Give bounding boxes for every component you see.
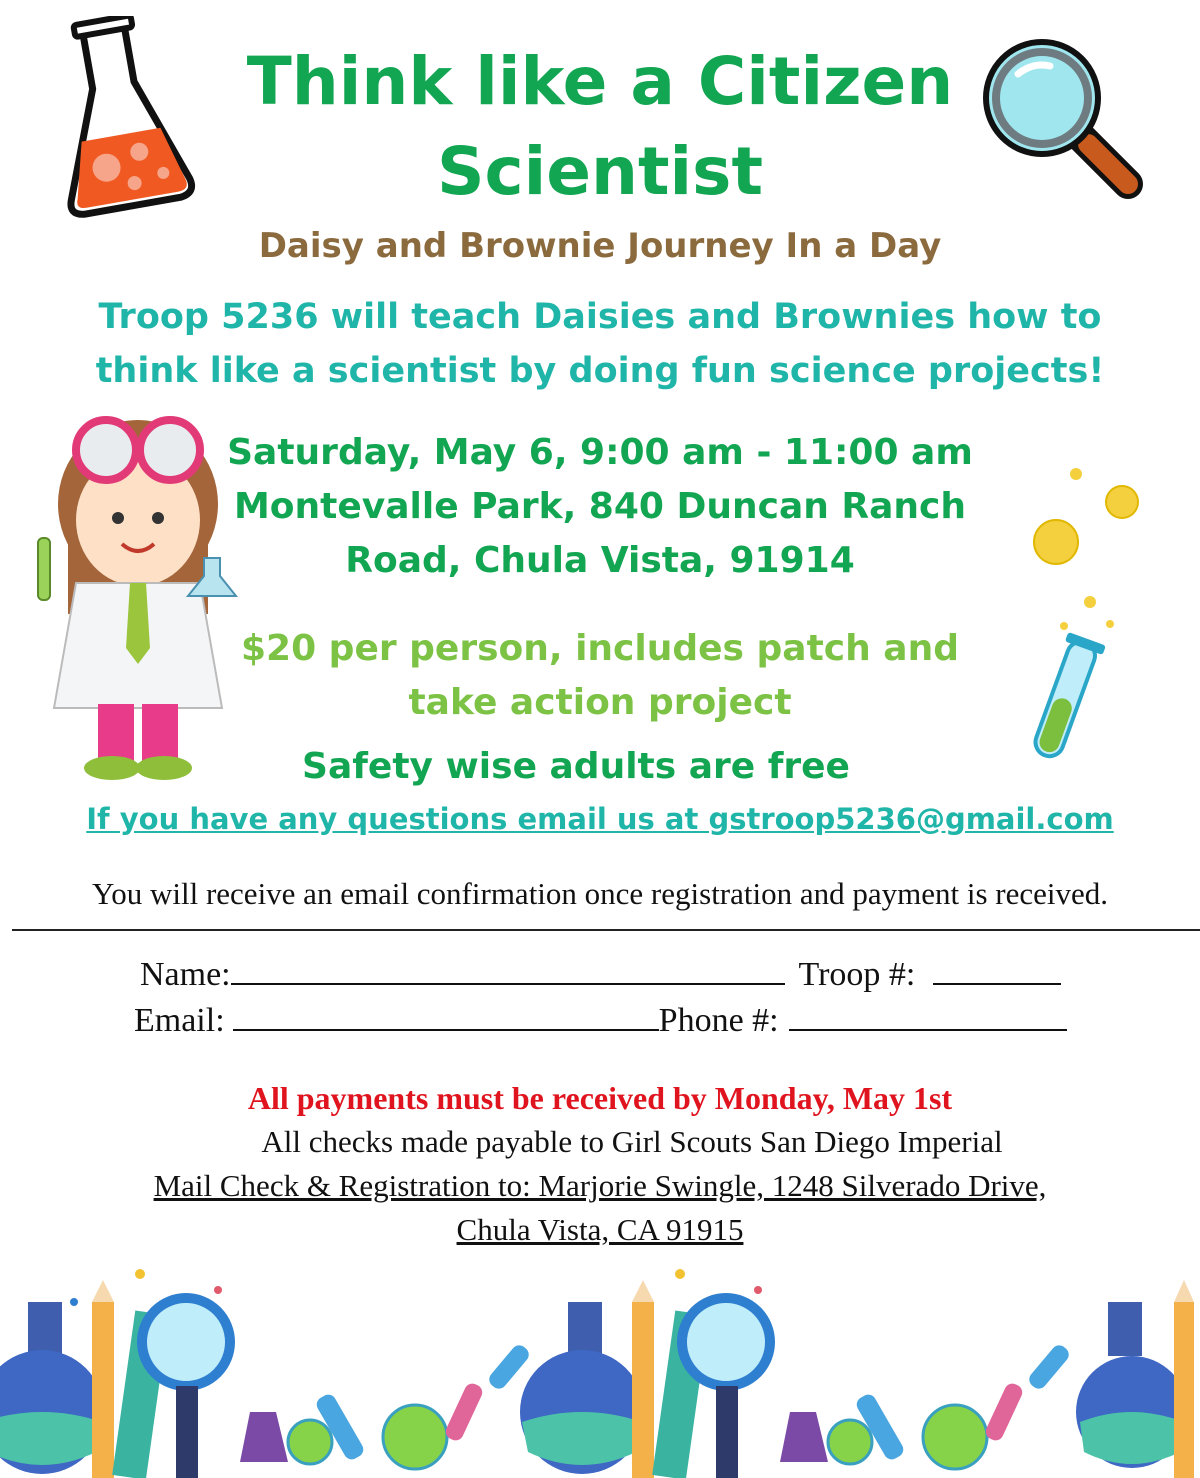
phone-field[interactable] [789, 1003, 1067, 1031]
payment-deadline: All payments must be received by Monday, May 1st [247, 1080, 953, 1116]
mailing-address-line-2: Chula Vista, CA 91915 [456, 1212, 744, 1247]
name-label: Name: [140, 956, 231, 993]
confirmation-note: You will receive an email confirmation once registration and payment is received. [91, 876, 1109, 911]
checks-payable-note: All checks made payable to Girl Scouts San Diego Imperial [261, 1124, 1003, 1159]
phone-label: Phone #: [658, 1002, 779, 1039]
intro-line-1: Troop 5236 will teach Daisies and Brownies how to [98, 297, 1102, 337]
subtitle: Daisy and Brownie Journey In a Day [258, 226, 942, 266]
name-field[interactable] [231, 957, 785, 985]
email-field[interactable] [233, 1003, 659, 1031]
event-address-line-1: Montevalle Park, 840 Duncan Ranch [233, 486, 967, 527]
troop-field[interactable] [933, 957, 1061, 985]
divider-line [12, 929, 1200, 931]
event-date-time: Saturday, May 6, 9:00 am - 11:00 am [227, 432, 973, 473]
event-address-line-2: Road, Chula Vista, 91914 [345, 540, 855, 581]
mailing-address-line-1: Mail Check & Registration to: Marjorie Swingle, 1248 Silverado Drive, [153, 1168, 1047, 1203]
price-line-2: take action project [408, 682, 792, 723]
adults-free-note: Safety wise adults are free [302, 746, 850, 787]
intro-line-2: think like a scientist by doing fun science projects! [95, 351, 1105, 391]
title-line-1: Think like a Citizen [246, 43, 954, 120]
email-label: Email: [134, 1002, 225, 1039]
troop-label: Troop #: [798, 956, 916, 993]
price-line-1: $20 per person, includes patch and [241, 628, 959, 669]
form-row-1 [140, 956, 1067, 994]
title-line-2: Scientist [436, 133, 764, 210]
science-border-icon [0, 1262, 1200, 1478]
contact-email-link[interactable]: If you have any questions email us at gstroop5236@gmail.com [86, 802, 1114, 836]
form-row-2 [134, 1002, 1073, 1040]
